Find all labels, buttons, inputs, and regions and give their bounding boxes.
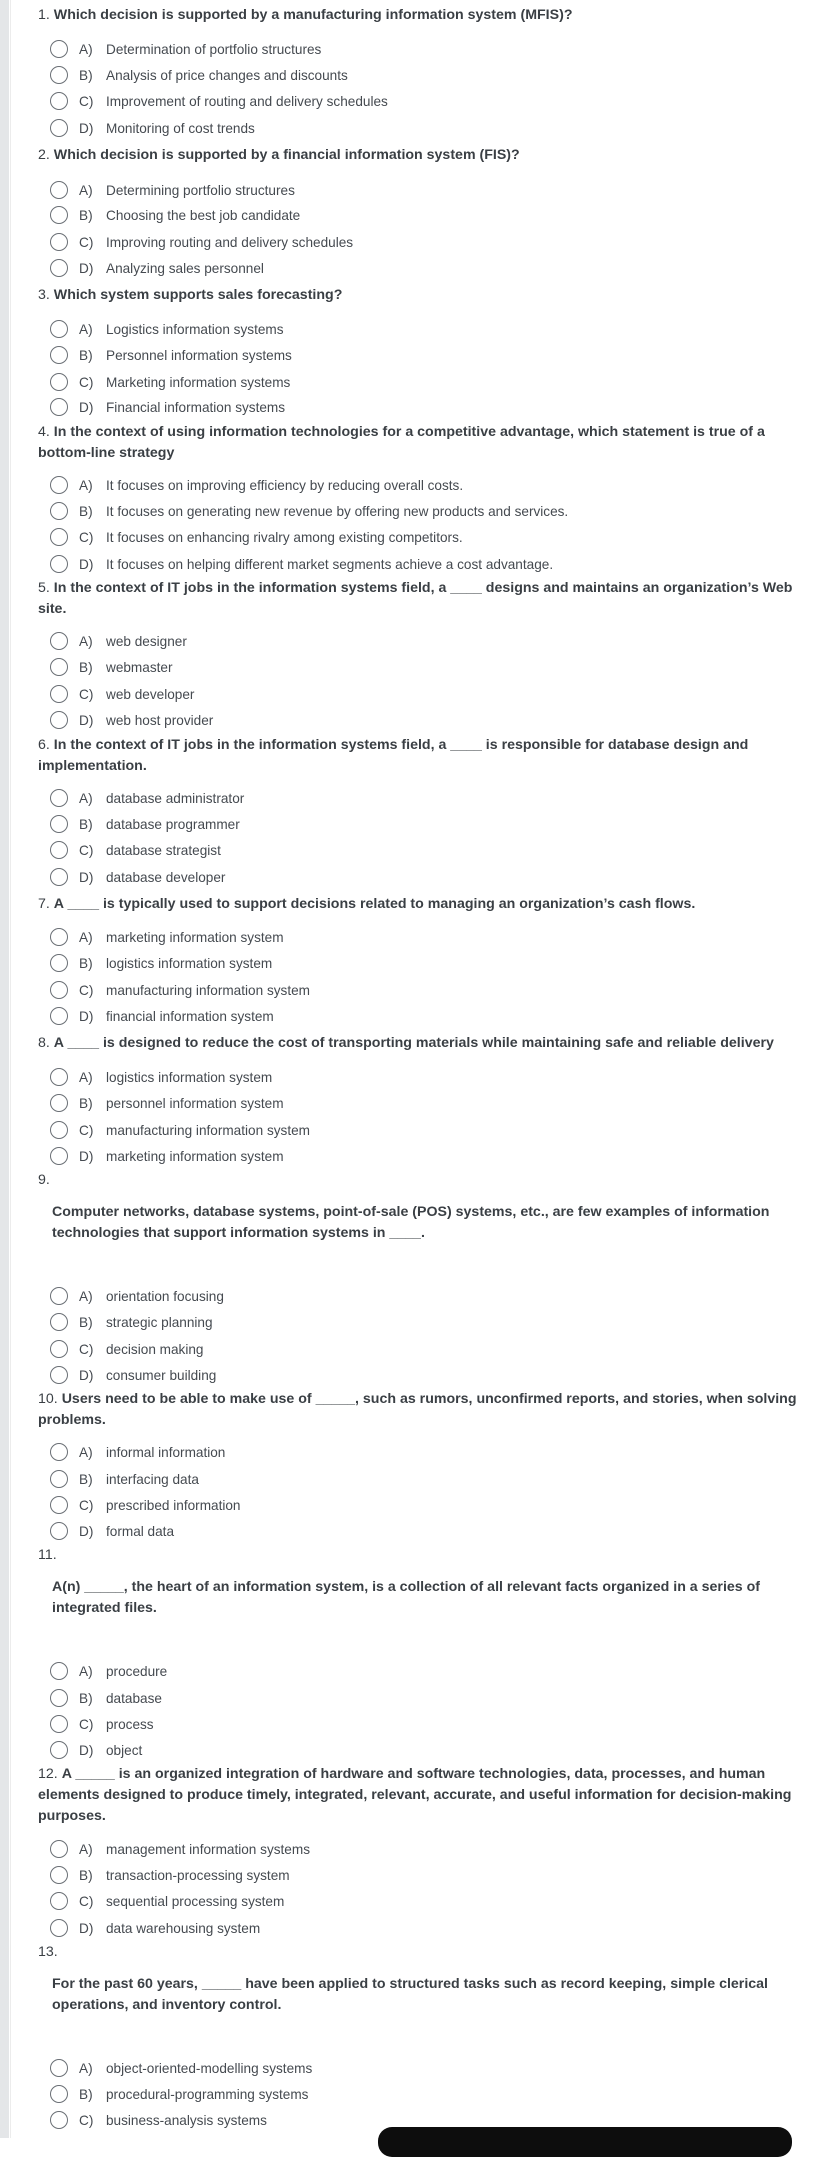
option-text: It focuses on improving efficiency by reducing overall costs. — [106, 477, 464, 493]
question-text: A(n) _____, the heart of an information system, is a collection of all relevant facts organized in a series of — [52, 1579, 760, 1595]
option-text: formal data — [106, 1523, 175, 1539]
radio-button[interactable] — [50, 181, 68, 199]
question-text: integrated files. — [52, 1600, 157, 1616]
radio-button[interactable] — [50, 1366, 68, 1384]
option-letter: B) — [79, 955, 93, 971]
radio-button[interactable] — [50, 789, 68, 807]
q5-option-b[interactable] — [50, 656, 172, 678]
q10-option-a[interactable] — [50, 1441, 225, 1463]
option-text: object — [106, 1742, 143, 1758]
q9-option-a[interactable] — [50, 1285, 224, 1307]
question-text: A ____ is typically used to support decisions related to managing an organization’s cash flows. — [53, 896, 696, 912]
option-text: It focuses on helping different market segments achieve a cost advantage. — [106, 556, 554, 572]
q7-option-c[interactable] — [50, 979, 310, 1001]
q11-option-b[interactable] — [50, 1687, 162, 1709]
question-text: Which decision is supported by a manufacturing information system (MFIS)? — [53, 7, 573, 23]
option-letter: B) — [79, 659, 93, 675]
q8-option-d[interactable] — [50, 1145, 284, 1167]
option-text: webmaster — [106, 659, 173, 675]
radio-button[interactable] — [50, 92, 68, 110]
q10-option-b[interactable] — [50, 1468, 199, 1490]
radio-button[interactable] — [50, 928, 68, 946]
radio-button[interactable] — [50, 1662, 68, 1680]
option-letter: B) — [79, 503, 93, 519]
q3-option-d[interactable] — [50, 396, 285, 418]
option-text: database — [106, 1690, 162, 1706]
radio-button[interactable] — [50, 1007, 68, 1025]
question-text: purposes. — [38, 1808, 106, 1824]
question-1 — [38, 5, 808, 26]
option-letter: B) — [79, 2086, 93, 2102]
radio-button[interactable] — [50, 1919, 68, 1937]
option-text: Determination of portfolio structures — [106, 41, 322, 57]
question-4 — [38, 422, 808, 464]
option-letter: B) — [79, 1867, 93, 1883]
option-text: It focuses on generating new revenue by offering new products and services. — [106, 503, 569, 519]
question-8 — [38, 1033, 808, 1054]
option-text: interfacing data — [106, 1471, 199, 1487]
question-text: In the context of IT jobs in the information systems field, a ____ is responsible for database design and — [53, 737, 749, 753]
option-letter: D) — [79, 1742, 94, 1758]
q11-option-a[interactable] — [50, 1660, 167, 1682]
radio-button[interactable] — [50, 632, 68, 650]
option-text: Analysis of price changes and discounts — [106, 67, 348, 83]
radio-button[interactable] — [50, 1443, 68, 1461]
option-letter: A) — [79, 1841, 93, 1857]
option-text: manufacturing information system — [106, 982, 310, 998]
question-2 — [38, 145, 808, 166]
question-text: Users need to be able to make use of _____, such as rumors, unconfirmed reports, and stories, when solving — [61, 1391, 797, 1407]
q12-option-a[interactable] — [50, 1838, 310, 1860]
option-letter: C) — [79, 529, 94, 545]
q7-option-a[interactable] — [50, 926, 284, 948]
option-text: Determining portfolio structures — [106, 182, 295, 198]
q1-option-d[interactable] — [50, 117, 255, 139]
question-text: A _____ is an organized integration of hardware and software technologies, data, processes, and human — [61, 1766, 766, 1782]
question-text: Computer networks, database systems, point-of-sale (POS) systems, etc., are few examples of information — [52, 1204, 770, 1220]
question-6 — [38, 735, 808, 777]
option-text: sequential processing system — [106, 1893, 285, 1909]
option-text: consumer building — [106, 1367, 217, 1383]
question-number: 1. — [38, 7, 50, 23]
option-text: data warehousing system — [106, 1920, 261, 1936]
q2-option-d[interactable] — [50, 257, 264, 279]
option-letter: C) — [79, 2112, 94, 2128]
radio-button[interactable] — [50, 1121, 68, 1139]
q10-option-c[interactable] — [50, 1494, 241, 1516]
q1-option-a[interactable] — [50, 38, 321, 60]
option-letter: A) — [79, 1288, 93, 1304]
option-text: decision making — [106, 1341, 204, 1357]
option-text: process — [106, 1716, 154, 1732]
question-9-body — [52, 1202, 822, 1244]
question-number: 3. — [38, 287, 50, 303]
radio-button[interactable] — [50, 954, 68, 972]
option-text: strategic planning — [106, 1314, 213, 1330]
q6-option-c[interactable] — [50, 839, 221, 861]
radio-button[interactable] — [50, 1068, 68, 1086]
option-letter: B) — [79, 347, 93, 363]
question-text: For the past 60 years, _____ have been applied to structured tasks such as record keeping, simple clerical — [52, 1976, 768, 1992]
q1-option-b[interactable] — [50, 64, 348, 86]
option-text: database strategist — [106, 842, 221, 858]
q9-option-b[interactable] — [50, 1311, 213, 1333]
radio-button[interactable] — [50, 815, 68, 833]
option-letter: A) — [79, 477, 93, 493]
q12-option-c[interactable] — [50, 1890, 284, 1912]
q11-option-d[interactable] — [50, 1739, 142, 1761]
option-letter: B) — [79, 1095, 93, 1111]
q8-option-a[interactable] — [50, 1066, 272, 1088]
radio-button[interactable] — [50, 1147, 68, 1165]
q13-option-b[interactable] — [50, 2083, 308, 2105]
option-text: marketing information system — [106, 1148, 284, 1164]
radio-button[interactable] — [50, 981, 68, 999]
radio-button[interactable] — [50, 1313, 68, 1331]
option-text: database programmer — [106, 816, 240, 832]
option-text: personnel information system — [106, 1095, 284, 1111]
question-7 — [38, 894, 808, 915]
radio-button[interactable] — [50, 1892, 68, 1910]
q11-option-c[interactable] — [50, 1713, 154, 1735]
question-text: technologies that support information systems in ____. — [52, 1225, 425, 1241]
option-letter: C) — [79, 1122, 94, 1138]
radio-button[interactable] — [50, 346, 68, 364]
option-letter: C) — [79, 234, 94, 250]
option-text: database developer — [106, 869, 226, 885]
radio-button[interactable] — [50, 502, 68, 520]
question-text: A ____ is designed to reduce the cost of transporting materials while maintaining safe and reliable delivery — [53, 1035, 774, 1051]
option-text: prescribed information — [106, 1497, 241, 1513]
option-letter: C) — [79, 1497, 94, 1513]
q5-option-c[interactable] — [50, 683, 194, 705]
option-text: orientation focusing — [106, 1288, 224, 1304]
option-text: Improvement of routing and delivery schedules — [106, 93, 388, 109]
radio-button[interactable] — [50, 868, 68, 886]
question-number: 10. — [38, 1391, 58, 1407]
option-text: Monitoring of cost trends — [106, 120, 255, 136]
question-text: elements designed to produce timely, integrated, relevant, accurate, and useful information for decision-making — [38, 1787, 792, 1803]
question-text: In the context of using information technologies for a competitive advantage, which statement is true of a — [53, 424, 765, 440]
radio-button[interactable] — [50, 2085, 68, 2103]
question-text: site. — [38, 601, 67, 617]
radio-button[interactable] — [50, 1094, 68, 1112]
radio-button[interactable] — [50, 1715, 68, 1733]
option-text: It focuses on enhancing rivalry among existing competitors. — [106, 529, 463, 545]
option-text: database administrator — [106, 790, 245, 806]
q12-option-d[interactable] — [50, 1917, 260, 1939]
q3-option-b[interactable] — [50, 344, 292, 366]
q2-option-b[interactable] — [50, 204, 300, 226]
question-number: 8. — [38, 1035, 50, 1051]
q1-option-c[interactable] — [50, 90, 388, 112]
option-letter: A) — [79, 633, 93, 649]
question-12 — [38, 1764, 818, 1827]
q7-option-b[interactable] — [50, 952, 272, 974]
option-text: procedural-programming systems — [106, 2086, 309, 2102]
question-number: 5. — [38, 580, 50, 596]
option-letter: A) — [79, 1444, 93, 1460]
option-letter: D) — [79, 869, 94, 885]
option-letter: A) — [79, 321, 93, 337]
question-number: 11. — [38, 1547, 57, 1563]
option-letter: C) — [79, 982, 94, 998]
radio-button[interactable] — [50, 1689, 68, 1707]
question-text: operations, and inventory control. — [52, 1997, 282, 2013]
radio-button[interactable] — [50, 66, 68, 84]
option-text: transaction-processing system — [106, 1867, 290, 1883]
radio-button[interactable] — [50, 1340, 68, 1358]
radio-button[interactable] — [50, 1287, 68, 1305]
question-text: Which system supports sales forecasting? — [53, 287, 343, 303]
question-text: In the context of IT jobs in the information systems field, a ____ designs and maintains an organization’s Web — [53, 580, 793, 596]
option-letter: C) — [79, 93, 94, 109]
question-number: 13. — [38, 1944, 58, 1960]
option-letter: B) — [79, 67, 93, 83]
option-text: web developer — [106, 686, 195, 702]
question-text: bottom-line strategy — [38, 445, 175, 461]
q3-option-a[interactable] — [50, 318, 284, 340]
q6-option-a[interactable] — [50, 787, 244, 809]
option-letter: D) — [79, 1920, 94, 1936]
q13-option-a[interactable] — [50, 2057, 312, 2079]
radio-button[interactable] — [50, 2059, 68, 2077]
question-number: 7. — [38, 896, 50, 912]
q8-option-b[interactable] — [50, 1092, 284, 1114]
q4-option-d[interactable] — [50, 553, 553, 575]
option-text: logistics information system — [106, 955, 273, 971]
radio-button[interactable] — [50, 206, 68, 224]
q2-option-a[interactable] — [50, 179, 295, 201]
option-text: informal information — [106, 1444, 226, 1460]
radio-button[interactable] — [50, 658, 68, 676]
left-margin-bar — [0, 0, 9, 2138]
radio-button[interactable] — [50, 119, 68, 137]
radio-button[interactable] — [50, 1741, 68, 1759]
option-letter: C) — [79, 374, 94, 390]
question-number: 9. — [38, 1172, 50, 1188]
radio-button[interactable] — [50, 841, 68, 859]
option-letter: A) — [79, 1069, 93, 1085]
q7-option-d[interactable] — [50, 1005, 274, 1027]
option-text: marketing information system — [106, 929, 284, 945]
question-11-body — [52, 1577, 822, 1619]
option-text: Logistics information systems — [106, 321, 284, 337]
option-text: business-analysis systems — [106, 2112, 267, 2128]
question-13-body — [52, 1974, 822, 2016]
option-letter: D) — [79, 1367, 94, 1383]
q4-option-b[interactable] — [50, 500, 568, 522]
q2-option-c[interactable] — [50, 231, 353, 253]
option-letter: B) — [79, 1690, 93, 1706]
q12-option-b[interactable] — [50, 1864, 290, 1886]
option-text: web designer — [106, 633, 187, 649]
question-text: Which decision is supported by a financial information system (FIS)? — [53, 147, 520, 163]
radio-button[interactable] — [50, 1866, 68, 1884]
question-11 — [38, 1545, 808, 1566]
q6-option-b[interactable] — [50, 813, 240, 835]
radio-button[interactable] — [50, 1840, 68, 1858]
radio-button[interactable] — [50, 711, 68, 729]
radio-button[interactable] — [50, 398, 68, 416]
option-letter: D) — [79, 120, 94, 136]
radio-button[interactable] — [50, 40, 68, 58]
question-number: 2. — [38, 147, 50, 163]
option-letter: A) — [79, 2060, 93, 2076]
option-text: Improving routing and delivery schedules — [106, 234, 354, 250]
radio-button[interactable] — [50, 685, 68, 703]
option-letter: D) — [79, 260, 94, 276]
option-letter: C) — [79, 1893, 94, 1909]
question-number: 6. — [38, 737, 50, 753]
option-text: web host provider — [106, 712, 214, 728]
q13-option-c[interactable] — [50, 2109, 267, 2131]
radio-button[interactable] — [50, 259, 68, 277]
option-text: Analyzing sales personnel — [106, 260, 264, 276]
option-letter: B) — [79, 816, 93, 832]
radio-button[interactable] — [50, 373, 68, 391]
question-text: problems. — [38, 1412, 106, 1428]
option-letter: C) — [79, 686, 94, 702]
question-10 — [38, 1389, 818, 1431]
radio-button[interactable] — [50, 528, 68, 546]
question-13 — [38, 1942, 808, 1963]
option-letter: A) — [79, 790, 93, 806]
option-letter: B) — [79, 1471, 93, 1487]
radio-button[interactable] — [50, 555, 68, 573]
option-letter: D) — [79, 556, 94, 572]
q3-option-c[interactable] — [50, 371, 290, 393]
option-text: manufacturing information system — [106, 1122, 310, 1138]
q5-option-a[interactable] — [50, 630, 187, 652]
q6-option-d[interactable] — [50, 866, 225, 888]
radio-button[interactable] — [50, 1470, 68, 1488]
radio-button[interactable] — [50, 233, 68, 251]
option-text: object-oriented-modelling systems — [106, 2060, 313, 2076]
option-text: Marketing information systems — [106, 374, 291, 390]
q5-option-d[interactable] — [50, 709, 213, 731]
radio-button[interactable] — [50, 1496, 68, 1514]
option-letter: C) — [79, 1341, 94, 1357]
option-letter: C) — [79, 1716, 94, 1732]
option-text: Financial information systems — [106, 399, 286, 415]
question-number: 12. — [38, 1766, 58, 1782]
option-letter: B) — [79, 207, 93, 223]
option-letter: D) — [79, 1523, 94, 1539]
option-letter: D) — [79, 1008, 94, 1024]
option-text: management information systems — [106, 1841, 310, 1857]
question-number: 4. — [38, 424, 50, 440]
option-letter: A) — [79, 929, 93, 945]
question-5 — [38, 578, 808, 620]
q10-option-d[interactable] — [50, 1520, 174, 1542]
option-letter: D) — [79, 1148, 94, 1164]
option-text: Personnel information systems — [106, 347, 292, 363]
radio-button[interactable] — [50, 476, 68, 494]
radio-button[interactable] — [50, 320, 68, 338]
q9-option-d[interactable] — [50, 1364, 216, 1386]
q4-option-a[interactable] — [50, 474, 463, 496]
option-letter: D) — [79, 399, 94, 415]
option-text: financial information system — [106, 1008, 274, 1024]
question-3 — [38, 285, 808, 306]
option-text: procedure — [106, 1663, 168, 1679]
q4-option-c[interactable] — [50, 526, 463, 548]
bottom-overlay-bar — [378, 2127, 792, 2157]
option-letter: A) — [79, 1663, 93, 1679]
option-letter: A) — [79, 41, 93, 57]
option-text: Choosing the best job candidate — [106, 207, 301, 223]
option-letter: C) — [79, 842, 94, 858]
option-letter: D) — [79, 712, 94, 728]
radio-button[interactable] — [50, 2111, 68, 2129]
option-text: logistics information system — [106, 1069, 273, 1085]
q9-option-c[interactable] — [50, 1338, 203, 1360]
question-text: implementation. — [38, 758, 147, 774]
option-letter: A) — [79, 182, 93, 198]
radio-button[interactable] — [50, 1522, 68, 1540]
option-letter: B) — [79, 1314, 93, 1330]
question-9 — [38, 1170, 808, 1191]
q8-option-c[interactable] — [50, 1119, 310, 1141]
